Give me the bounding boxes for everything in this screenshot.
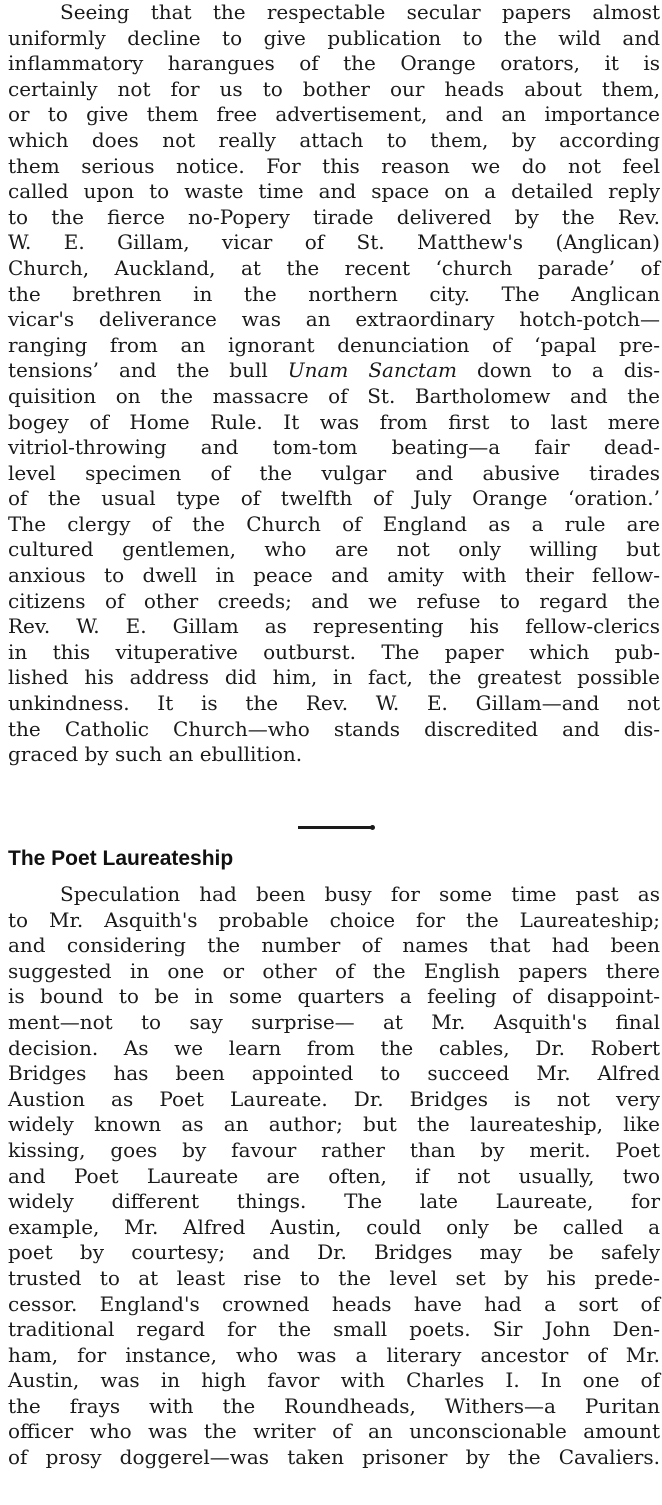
text-line: example, Mr. Alfred Austin, could only be called a — [8, 1214, 660, 1239]
text-line: traditional regard for the small poets. Sir John Den- — [8, 1317, 660, 1342]
text-segment: tensions’ and the bull — [8, 358, 288, 383]
text-line: the frays with the Roundheads, Withers—a Puritan — [8, 1393, 660, 1418]
text-line: is bound to be in some quarters a feeling of disappoint- — [8, 984, 660, 1009]
text-line-unam-sanctam — [8, 358, 660, 384]
text-line: them serious notice. For this reason we do not feel — [8, 153, 660, 178]
text-line: to the fierce no-Popery tirade delivered by the Rev. — [8, 204, 660, 229]
text-line: unkindness. It is the Rev. W. E. Gillam—and not — [8, 691, 660, 716]
text-line: Austion as Poet Laureate. Dr. Bridges is not very — [8, 1086, 660, 1111]
text-line: kissing, goes by favour rather than by merit. Poet — [8, 1137, 660, 1162]
text-line: to Mr. Asquith's probable choice for the Laureateship; — [8, 907, 660, 932]
text-line: certainly not for us to bother our heads about them, — [8, 76, 660, 101]
text-line: officer who was the writer of an unconscionable amount — [8, 1419, 660, 1444]
text-line: W. E. Gillam, vicar of St. Matthew's (Anglican) — [8, 230, 660, 255]
text-line: and considering the number of names that had been — [8, 933, 660, 958]
text-line: called upon to waste time and space on a detailed reply — [8, 179, 660, 204]
text-line: widely different things. The late Laureate, for — [8, 1189, 660, 1214]
text-line: ranging from an ignorant denunciation of ‘papal pre- — [8, 332, 660, 357]
text-line: Church, Auckland, at the recent ‘church parade’ of — [8, 255, 660, 280]
text-line: uniformly decline to give publication to the wild and — [8, 25, 660, 50]
text-line: vitriol-throwing and tom-tom beating—a fair dead- — [8, 435, 660, 460]
text-line: inflammatory harangues of the Orange orators, it is — [8, 51, 660, 76]
text-line: bogey of Home Rule. It was from first to last mere — [8, 409, 660, 434]
text-line: cultured gentlemen, who are not only willing but — [8, 537, 660, 562]
text-line: trusted to at least rise to the level set by his prede- — [8, 1265, 660, 1290]
text-line: Seeing that the respectable secular papers almost — [60, 0, 660, 24]
article-poet-laureateship — [8, 882, 660, 1471]
text-segment: down to a dis- — [456, 358, 660, 383]
text-line: suggested in one or other of the English papers there — [8, 958, 660, 983]
text-line: vicar's deliverance was an extraordinary hotch-potch— — [8, 307, 660, 332]
text-line: of the usual type of twelfth of July Orange ‘oration.’ — [8, 486, 660, 511]
text-line: ment—not to say surprise— at Mr. Asquith's final — [8, 1009, 660, 1034]
text-line: lished his address did him, in fact, the greatest possible — [8, 665, 660, 690]
text-line: the Catholic Church—who stands discredited and dis- — [8, 716, 660, 741]
text-line: of prosy doggerel—was taken prisoner by the Cavaliers. — [8, 1445, 660, 1470]
text-line: in this vituperative outburst. The paper which pub- — [8, 639, 660, 664]
text-line: decision. As we learn from the cables, Dr. Robert — [8, 1035, 660, 1060]
text-line: level specimen of the vulgar and abusive tirades — [8, 460, 660, 485]
text-line: and Poet Laureate are often, if not usually, two — [8, 1163, 660, 1188]
text-line: Austin, was in high favor with Charles I. In one of — [8, 1368, 660, 1393]
text-line: citizens of other creeds; and we refuse to regard the — [8, 588, 660, 613]
article-orange-orators — [8, 0, 660, 768]
text-line: graced by such an ebullition. — [8, 742, 303, 767]
text-line: The clergy of the Church of England as a rule are — [8, 511, 660, 536]
text-line: or to give them free advertisement, and an importance — [8, 102, 660, 127]
text-line: the brethren in the northern city. The Anglican — [8, 281, 660, 306]
text-line: Rev. W. E. Gillam as representing his fellow-clerics — [8, 614, 660, 639]
text-line: cessor. England's crowned heads have had a sort of — [8, 1291, 660, 1316]
italic-title: Unam Sanctam — [287, 358, 457, 383]
text-line: Speculation had been busy for some time past as — [60, 882, 660, 906]
text-line: widely known as an author; but the laureateship, like — [8, 1112, 660, 1137]
text-line: quisition on the massacre of St. Bartholomew and the — [8, 383, 660, 408]
section-divider — [298, 826, 373, 829]
text-line: which does not really attach to them, by according — [8, 127, 660, 152]
text-line: Bridges has been appointed to succeed Mr. Alfred — [8, 1061, 660, 1086]
section-heading: The Poet Laureateship — [8, 847, 234, 870]
text-line: ham, for instance, who was a literary ancestor of Mr. — [8, 1342, 660, 1367]
text-line: poet by courtesy; and Dr. Bridges may be safely — [8, 1240, 660, 1265]
text-line: anxious to dwell in peace and amity with their fellow- — [8, 563, 660, 588]
